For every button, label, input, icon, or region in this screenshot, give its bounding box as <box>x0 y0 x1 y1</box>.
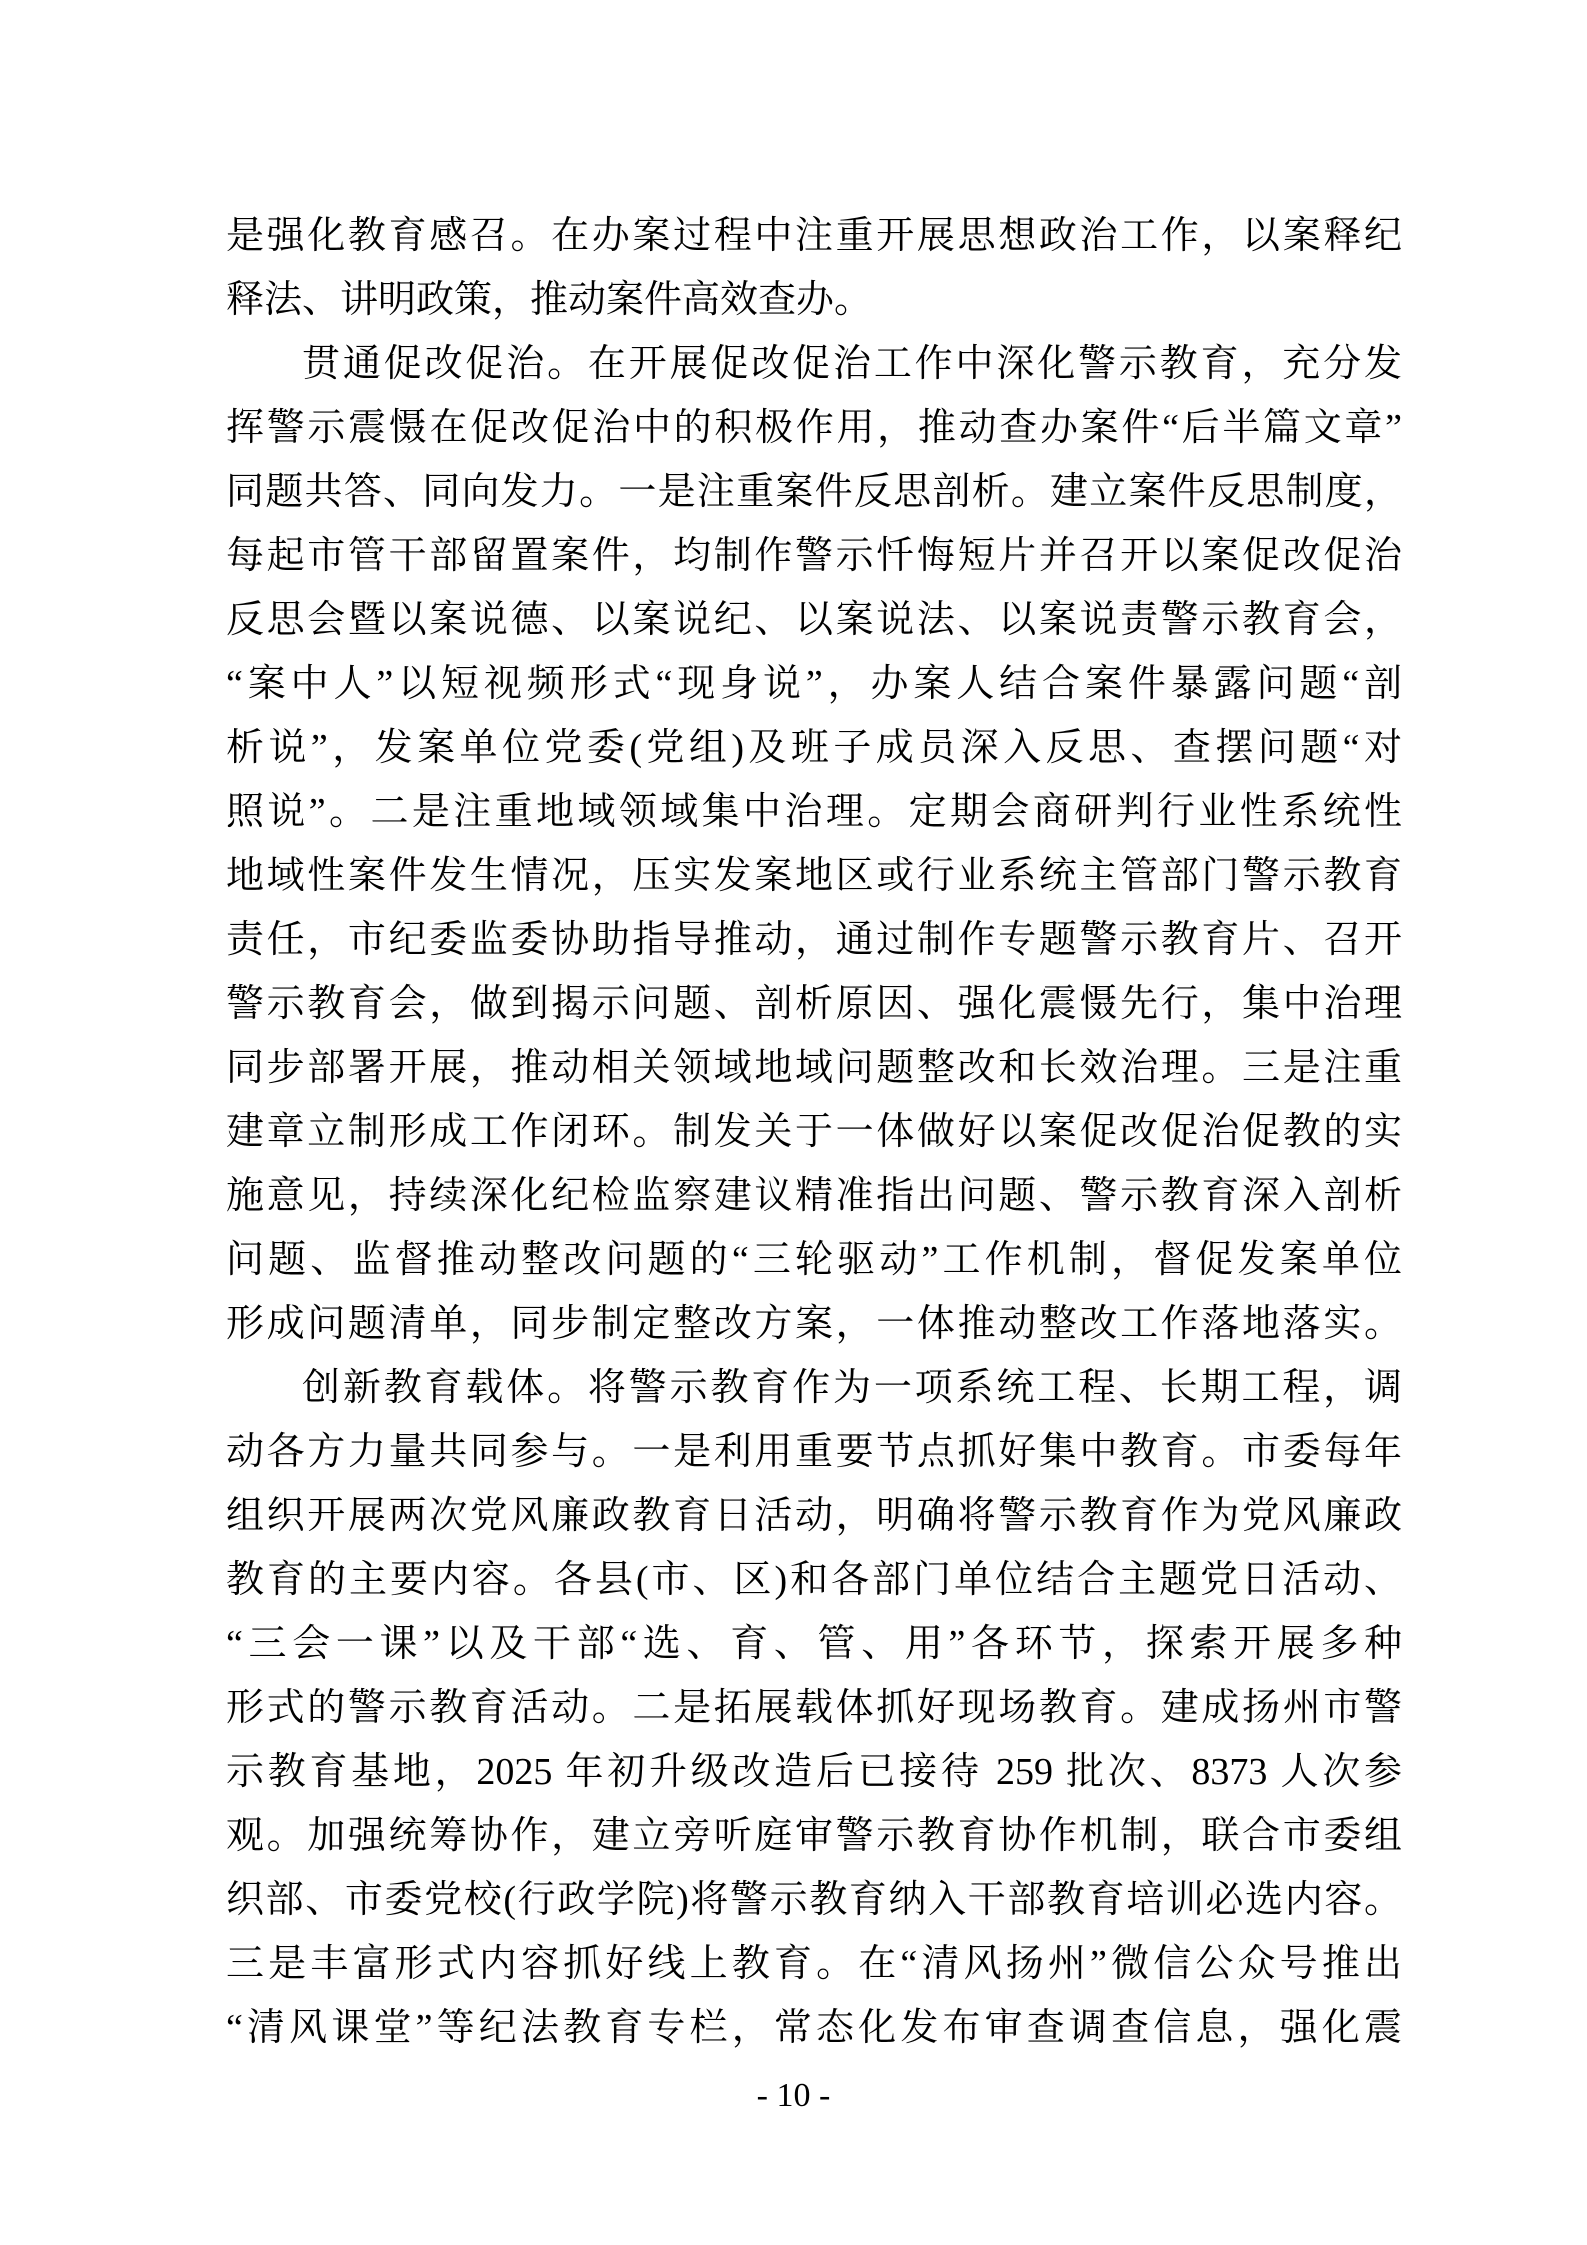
text-line: 照说”。二是注重地域领域集中治理。定期会商研判行业性系统性 <box>226 791 1402 833</box>
text-line: 析说”，发案单位党委(党组)及班子成员深入反思、查摆问题“对 <box>226 727 1402 769</box>
text-line: 形式的警示教育活动。二是拓展载体抓好现场教育。建成扬州市警 <box>226 1687 1402 1729</box>
text-line: 形成问题清单，同步制定整改方案，一体推动整改工作落地落实。 <box>226 1303 1402 1345</box>
text-line: 每起市管干部留置案件，均制作警示忏悔短片并召开以案促改促治 <box>226 535 1402 577</box>
text-line: 创新教育载体。将警示教育作为一项系统工程、长期工程，调 <box>302 1367 1402 1409</box>
text-line: 挥警示震慑在促改促治中的积极作用，推动查办案件“后半篇文章” <box>226 407 1402 449</box>
text-line: 反思会暨以案说德、以案说纪、以案说法、以案说责警示教育会， <box>226 599 1402 641</box>
text-line: 警示教育会，做到揭示问题、剖析原因、强化震慑先行，集中治理 <box>226 983 1402 1025</box>
text-line: 组织开展两次党风廉政教育日活动，明确将警示教育作为党风廉政 <box>226 1495 1402 1537</box>
text-line: 教育的主要内容。各县(市、区)和各部门单位结合主题党日活动、 <box>226 1559 1402 1601</box>
text-line: 动各方力量共同参与。一是利用重要节点抓好集中教育。市委每年 <box>226 1431 1402 1473</box>
body-text <box>226 204 1402 2060</box>
text-line: 观。加强统筹协作，建立旁听庭审警示教育协作机制，联合市委组 <box>226 1815 1402 1857</box>
text-line: “案中人”以短视频形式“现身说”，办案人结合案件暴露问题“剖 <box>226 663 1402 705</box>
page-footer <box>0 2072 1587 2120</box>
text-line: 建章立制形成工作闭环。制发关于一体做好以案促改促治促教的实 <box>226 1111 1402 1153</box>
text-line: 地域性案件发生情况，压实发案地区或行业系统主管部门警示教育 <box>226 855 1402 897</box>
text-line: 贯通促改促治。在开展促改促治工作中深化警示教育，充分发 <box>302 343 1402 385</box>
text-line: 是强化教育感召。在办案过程中注重开展思想政治工作，以案释纪 <box>226 215 1402 257</box>
text-line: 织部、市委党校(行政学院)将警示教育纳入干部教育培训必选内容。 <box>226 1879 1402 1921</box>
text-line: 同题共答、同向发力。一是注重案件反思剖析。建立案件反思制度， <box>226 471 1402 513</box>
text-line: 问题、监督推动整改问题的“三轮驱动”工作机制，督促发案单位 <box>226 1239 1402 1281</box>
text-line: 责任，市纪委监委协助指导推动，通过制作专题警示教育片、召开 <box>226 919 1402 961</box>
text-line: 释法、讲明政策，推动案件高效查办。 <box>226 279 873 321</box>
text-line: 施意见，持续深化纪检监察建议精准指出问题、警示教育深入剖析 <box>226 1175 1402 1217</box>
page-number: - 10 - <box>756 2077 831 2114</box>
text-line: “三会一课”以及干部“选、育、管、用”各环节，探索开展多种 <box>226 1623 1402 1665</box>
text-line: 三是丰富形式内容抓好线上教育。在“清风扬州”微信公众号推出 <box>226 1943 1402 1985</box>
text-line: 示教育基地，2025 年初升级改造后已接待 259 批次、8373 人次参 <box>226 1751 1402 1793</box>
text-line: “清风课堂”等纪法教育专栏，常态化发布审查调查信息，强化震 <box>226 2007 1402 2049</box>
text-line: 同步部署开展，推动相关领域地域问题整改和长效治理。三是注重 <box>226 1047 1402 1089</box>
